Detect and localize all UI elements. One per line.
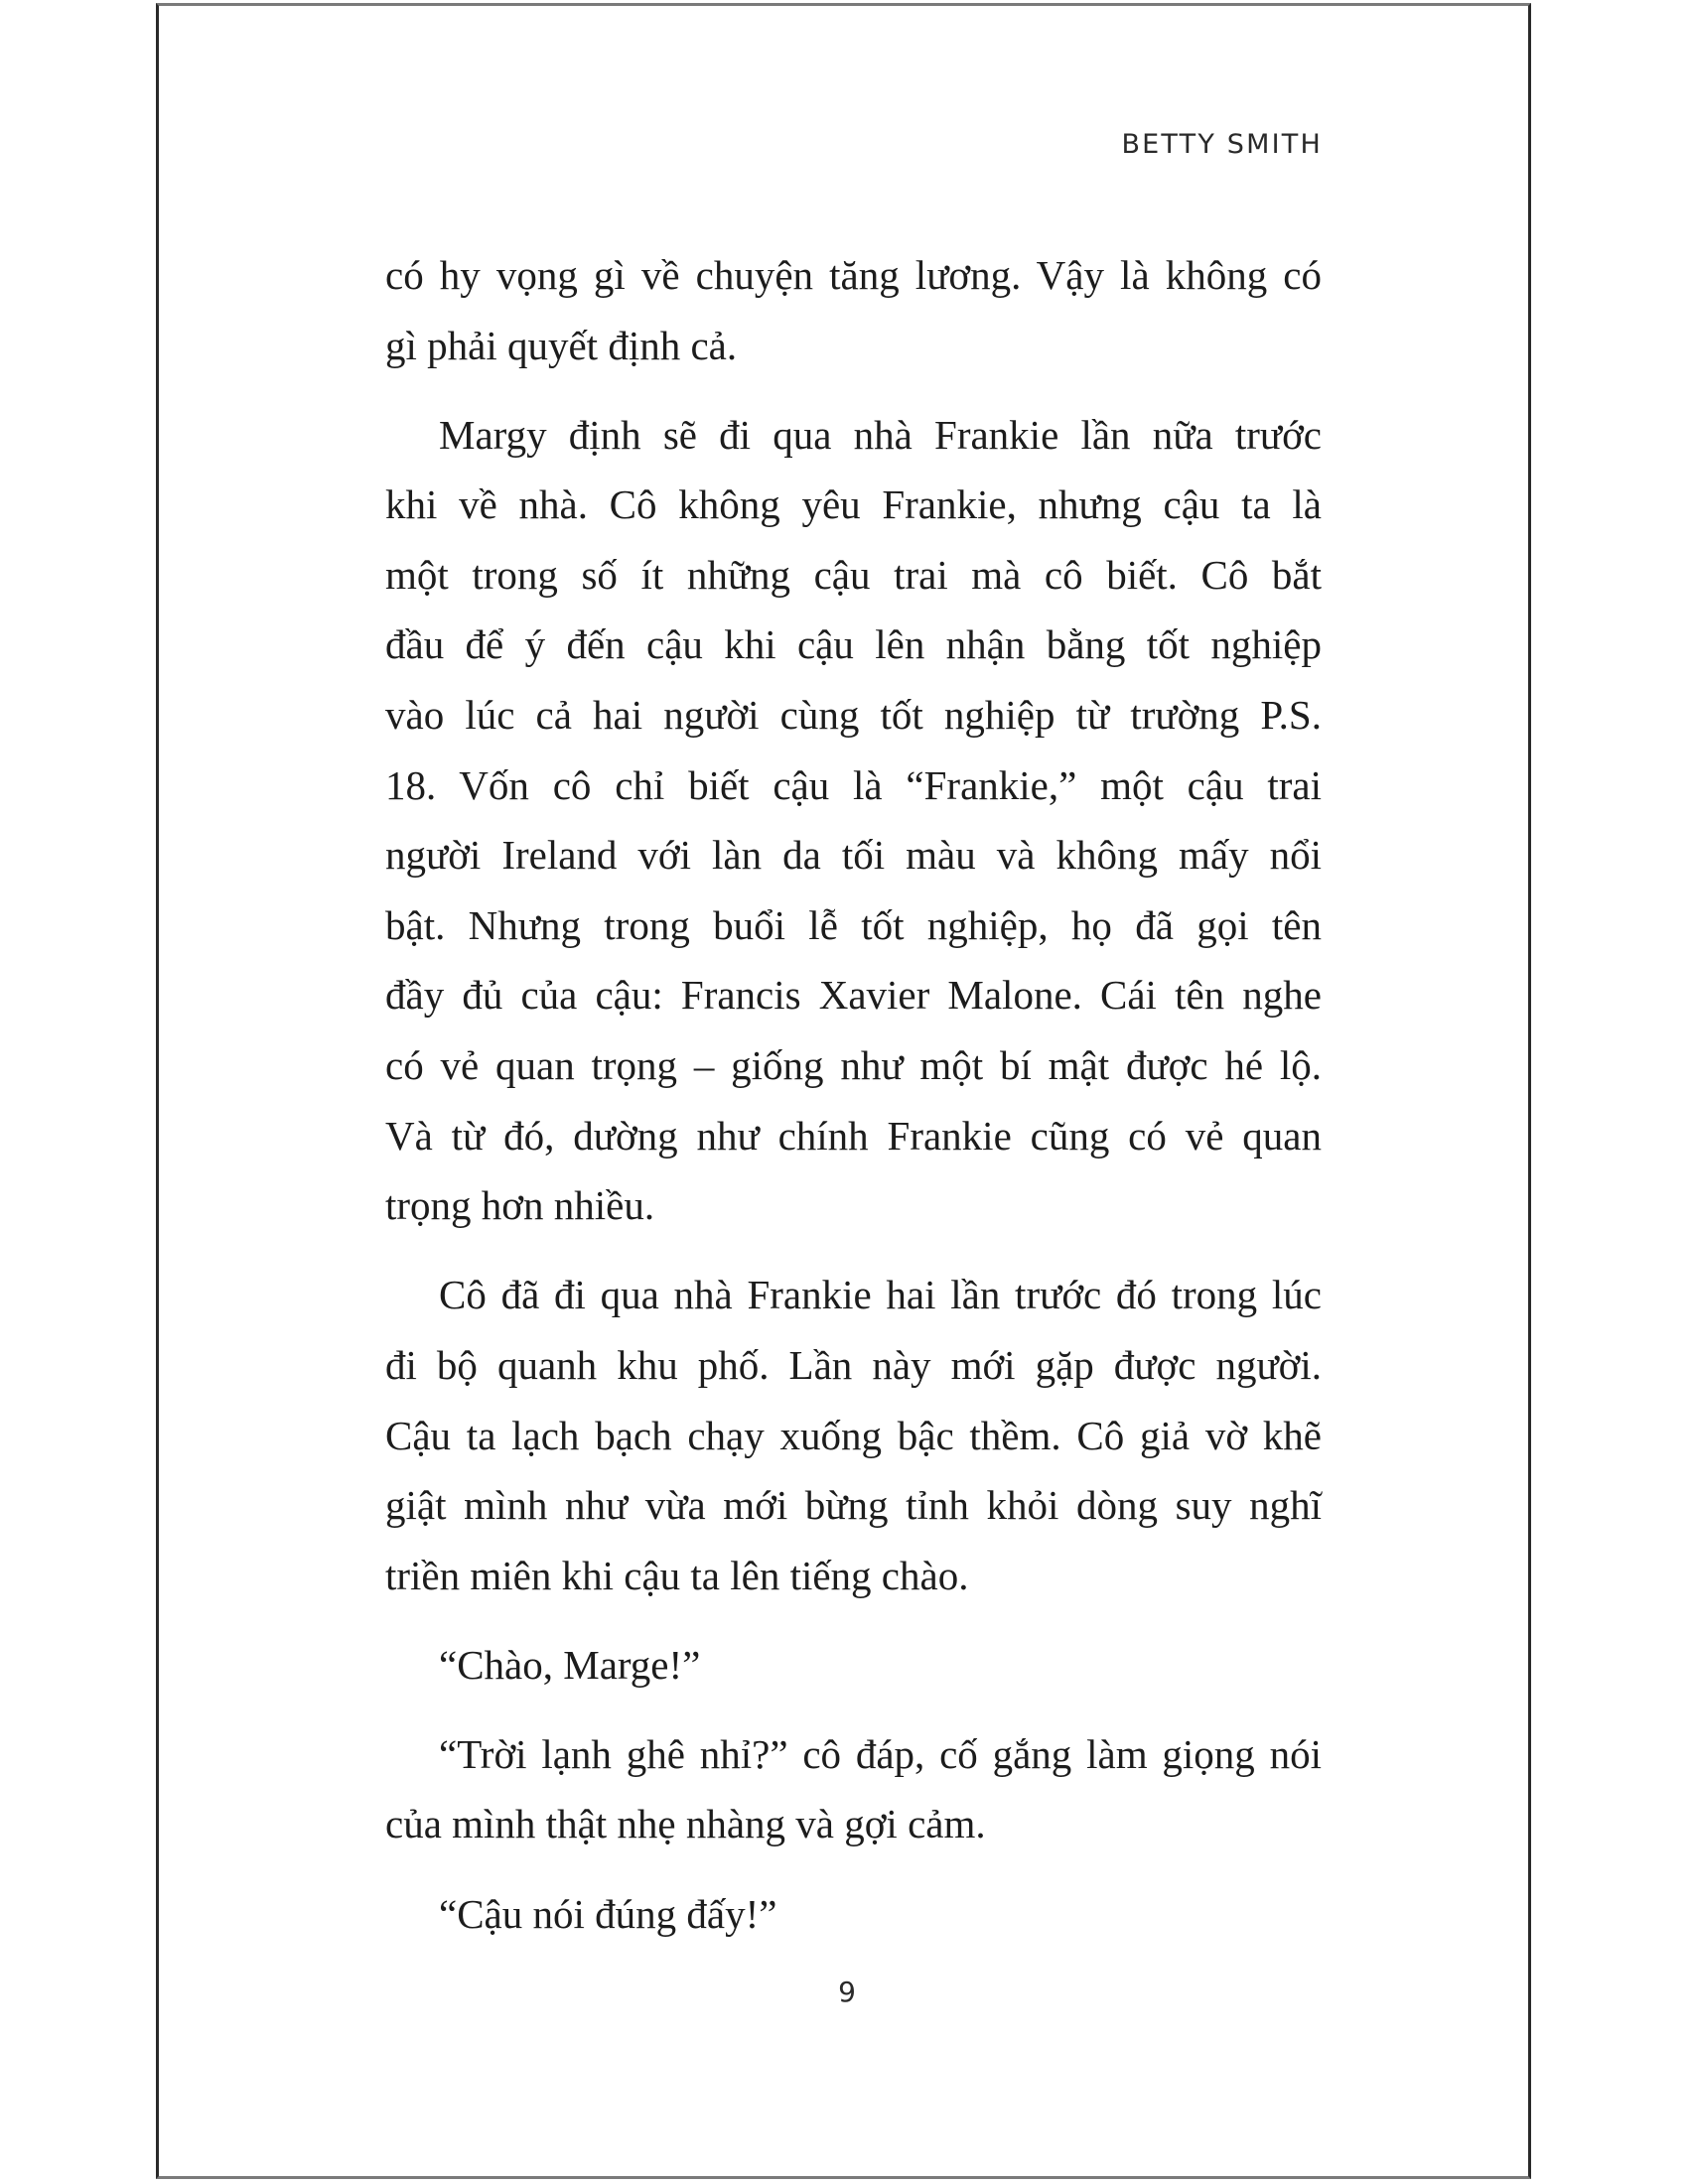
text-line: có hy vọng gì về chuyện tăng lương. Vậy là không có: [385, 252, 1322, 298]
text-line: có vẻ quan trọng – giống như một bí mật được hé lộ.: [385, 1042, 1322, 1089]
text-line: đầy đủ của cậu: Francis Xavier Malone. Cái tên nghe: [385, 972, 1322, 1019]
paragraph: [385, 1630, 1322, 1701]
text-line: Cậu ta lạch bạch chạy xuống bậc thềm. Cô giả vờ khẽ: [385, 1412, 1322, 1458]
text-line: “Trời lạnh ghê nhỉ?” cô đáp, cố gắng làm giọng nói: [439, 1730, 1322, 1777]
text-line: vào lúc cả hai người cùng tốt nghiệp từ trường P.S.: [385, 692, 1322, 739]
text-line: trọng hơn nhiều.: [385, 1182, 655, 1229]
page-number: [0, 1976, 1688, 2008]
paragraph: [385, 1719, 1322, 1859]
text-line: đầu để ý đến cậu khi cậu lên nhận bằng tốt nghiệp: [385, 621, 1322, 668]
text-line: 18. Vốn cô chỉ biết cậu là “Frankie,” một cậu trai: [385, 761, 1322, 808]
body-text: [385, 240, 1322, 1969]
text-line: khi về nhà. Cô không yêu Frankie, nhưng cậu ta là: [385, 481, 1322, 528]
text-line: của mình thật nhẹ nhàng và gợi cảm.: [385, 1801, 986, 1847]
page-number-value: 9: [838, 1976, 856, 2008]
text-line: Và từ đó, dường như chính Frankie cũng có vẻ quan: [385, 1112, 1322, 1159]
text-line: đi bộ quanh khu phố. Lần này mới gặp được người.: [385, 1341, 1322, 1388]
running-head-author: BETTY SMITH: [1121, 129, 1323, 160]
text-line: người Ireland với làn da tối màu và không mấy nổi: [385, 832, 1322, 879]
text-line: “Chào, Marge!”: [439, 1641, 701, 1688]
paragraph: [385, 240, 1322, 380]
text-line: giật mình như vừa mới bừng tỉnh khỏi dòng suy nghĩ: [385, 1482, 1322, 1529]
text-line: gì phải quyết định cả.: [385, 322, 738, 368]
text-line: Cô đã đi qua nhà Frankie hai lần trước đó trong lúc: [439, 1272, 1322, 1318]
text-line: “Cậu nói đúng đấy!”: [439, 1890, 777, 1937]
paragraph: [385, 400, 1322, 1241]
text-line: bật. Nhưng trong buổi lễ tốt nghiệp, họ đã gọi tên: [385, 901, 1322, 948]
text-line: một trong số ít những cậu trai mà cô biết. Cô bắt: [385, 551, 1322, 598]
text-line: triền miên khi cậu ta lên tiếng chào.: [385, 1552, 969, 1598]
paragraph: [385, 1879, 1322, 1950]
text-line: Margy định sẽ đi qua nhà Frankie lần nữa trước: [439, 411, 1322, 458]
paragraph: [385, 1260, 1322, 1610]
